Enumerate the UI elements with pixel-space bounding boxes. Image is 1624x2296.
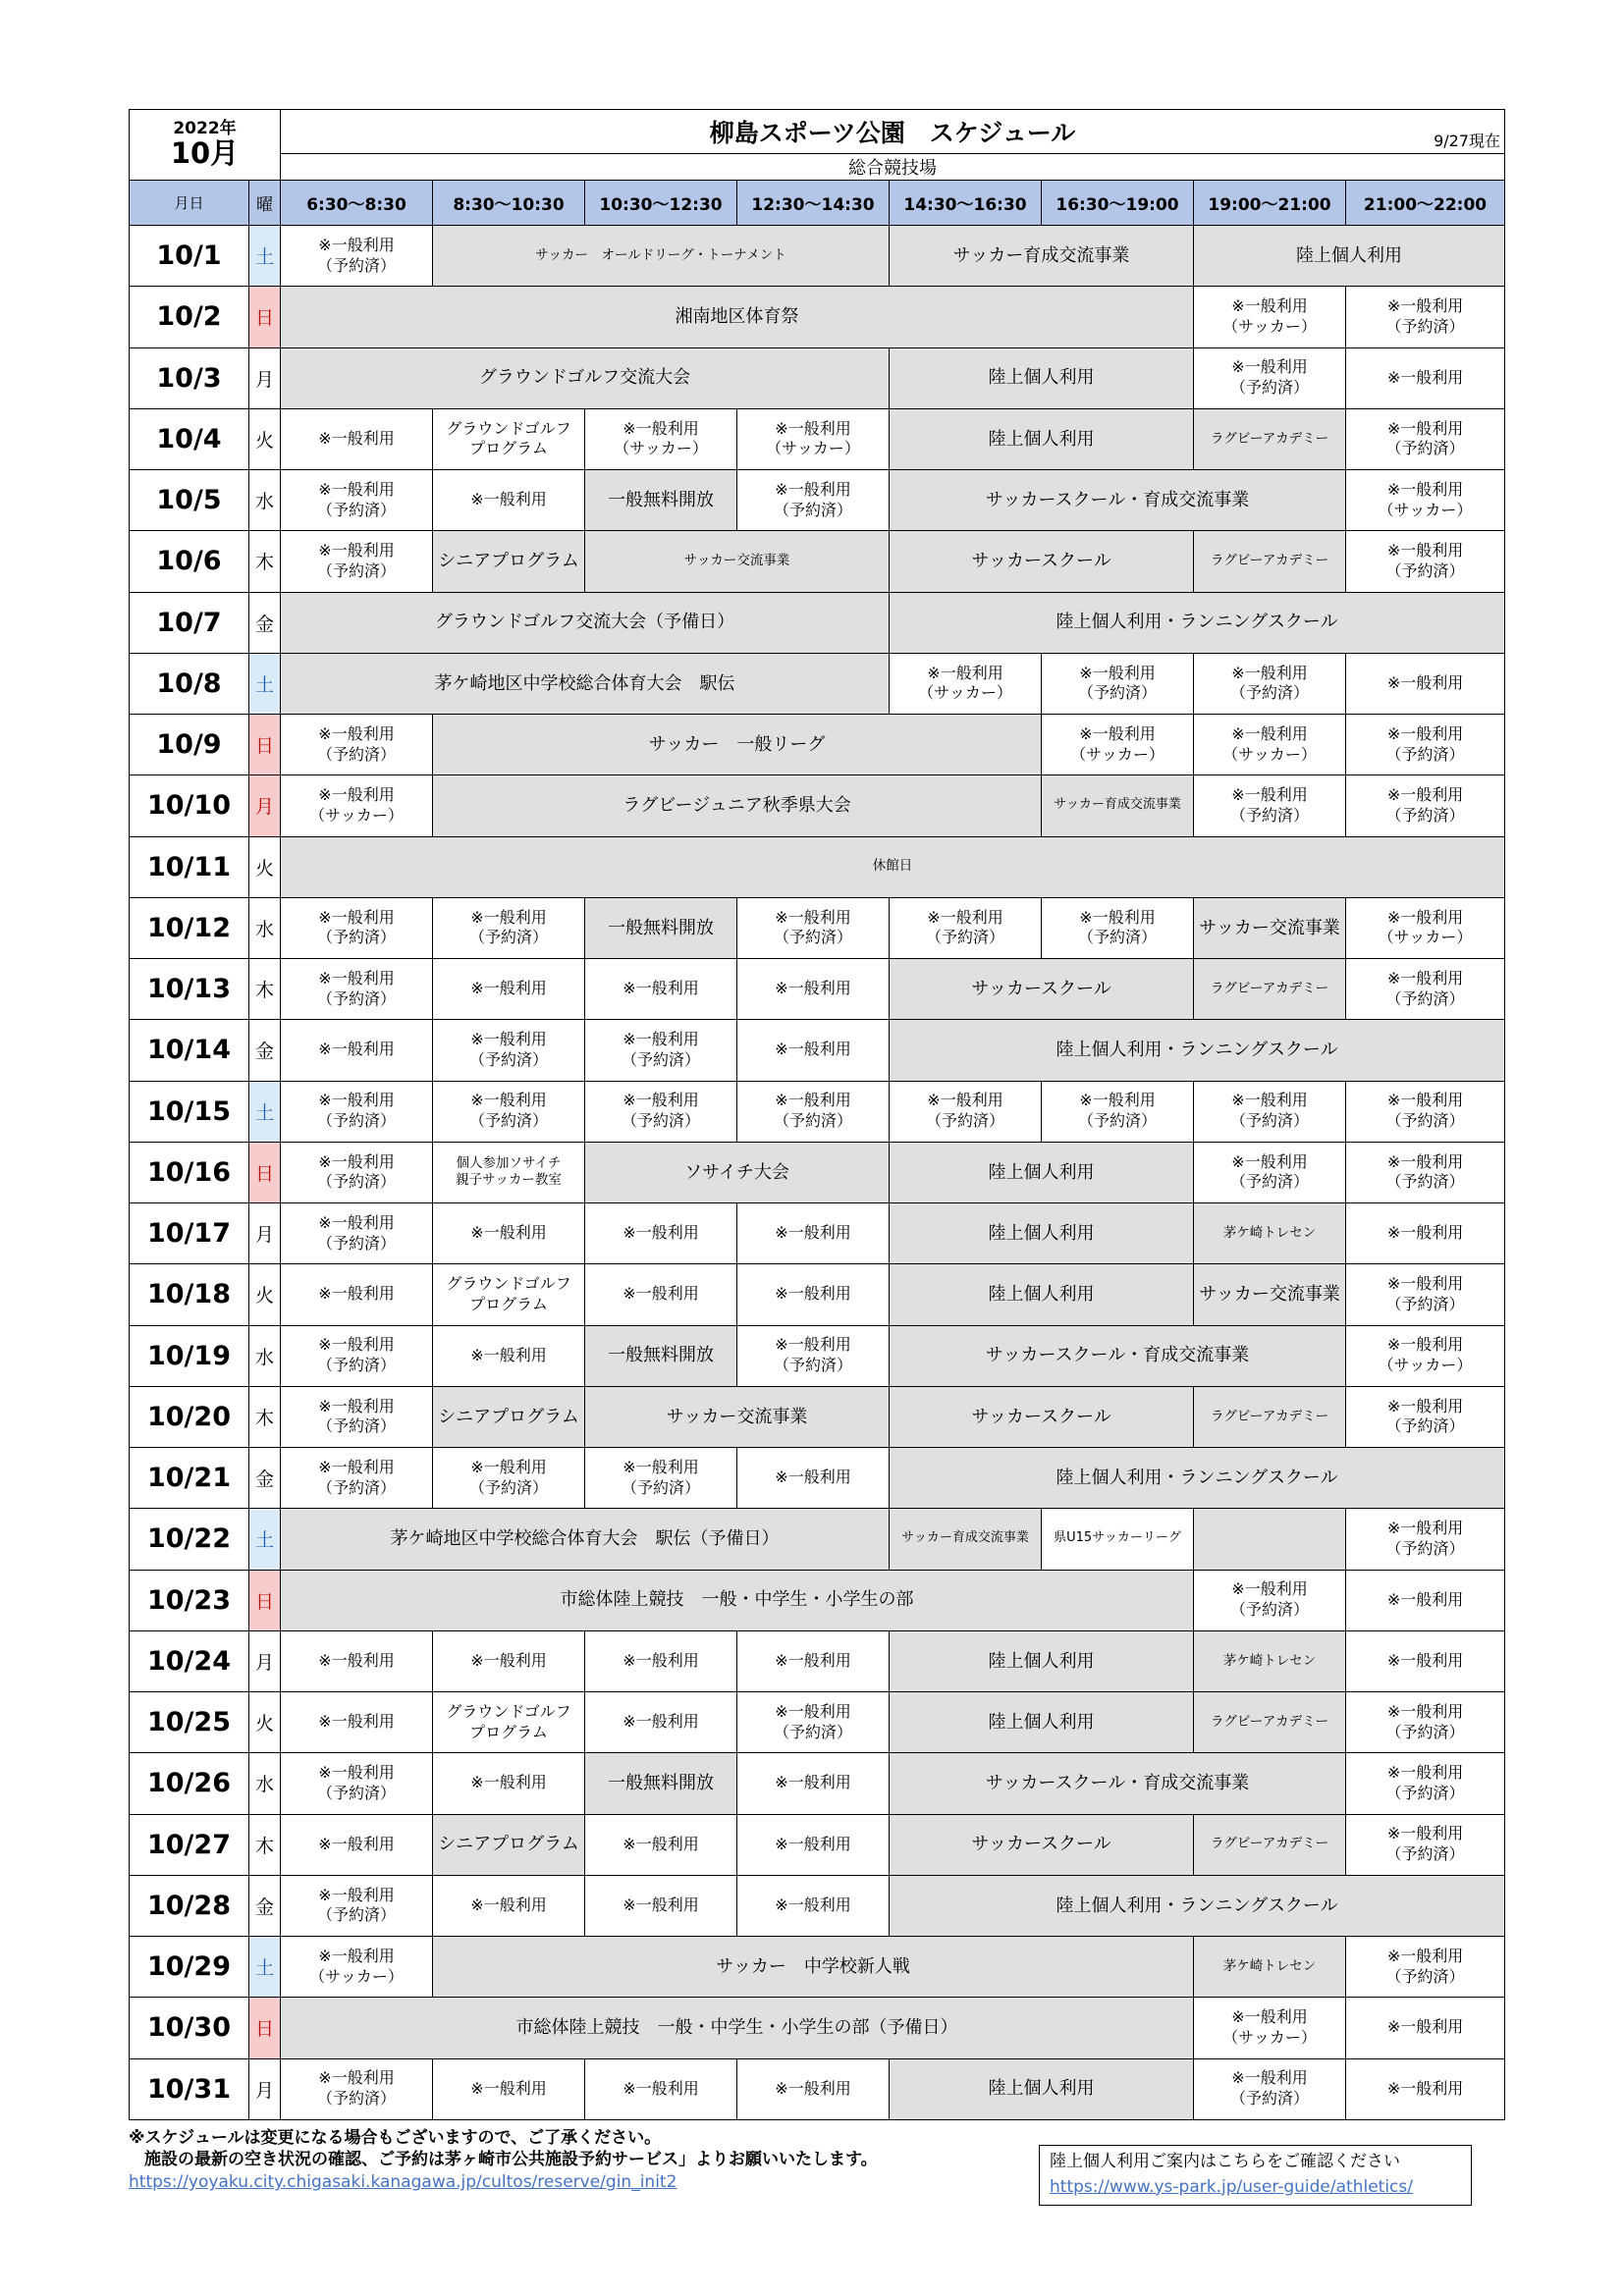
schedule-cell: ※一般利用 （予約済） bbox=[1346, 1264, 1505, 1325]
schedule-cell: 一般無料開放 bbox=[585, 897, 737, 958]
notes bbox=[129, 2127, 1012, 2193]
schedule-cell: サッカースクール bbox=[890, 1386, 1194, 1447]
weekday-cell: 金 bbox=[249, 592, 281, 653]
weekday-cell: 日 bbox=[249, 1998, 281, 2058]
day-row bbox=[130, 959, 1505, 1020]
schedule-cell: ※一般利用 （予約済） bbox=[585, 1020, 737, 1081]
day-row bbox=[130, 1509, 1505, 1570]
schedule-cell: ラグビーアカデミー bbox=[1194, 959, 1346, 1020]
schedule-cell: ※一般利用 （予約済） bbox=[281, 897, 433, 958]
day-row bbox=[130, 1630, 1505, 1691]
schedule-cell: サッカースクール bbox=[890, 1814, 1194, 1875]
schedule-cell: ※一般利用 （予約済） bbox=[281, 1142, 433, 1202]
schedule-cell: ※一般利用 （予約済） bbox=[890, 1081, 1042, 1142]
day-row bbox=[130, 470, 1505, 531]
athletics-info-link[interactable]: https://www.ys-park.jp/user-guide/athletics/ bbox=[1050, 2176, 1413, 2197]
schedule-cell: ※一般利用 （予約済） bbox=[281, 470, 433, 531]
day-row bbox=[130, 897, 1505, 958]
schedule-cell: ※一般利用 （予約済） bbox=[1042, 1081, 1194, 1142]
schedule-cell: サッカー育成交流事業 bbox=[890, 226, 1194, 287]
day-row bbox=[130, 592, 1505, 653]
schedule-cell: サッカースクール・育成交流事業 bbox=[890, 1753, 1346, 1814]
weekday-cell: 金 bbox=[249, 1020, 281, 1081]
schedule-cell: ※一般利用 bbox=[585, 1814, 737, 1875]
weekday-cell: 日 bbox=[249, 1570, 281, 1630]
schedule-cell: ※一般利用 bbox=[281, 408, 433, 469]
date-cell: 10/16 bbox=[130, 1142, 249, 1202]
slot-header: 10:30～12:30 bbox=[585, 181, 737, 226]
date-cell: 10/28 bbox=[130, 1875, 249, 1936]
schedule-cell: 一般無料開放 bbox=[585, 1325, 737, 1386]
schedule-cell: ※一般利用 （サッカー） bbox=[1194, 1998, 1346, 2058]
schedule-cell: ※一般利用 （サッカー） bbox=[585, 408, 737, 469]
schedule-cell: ラグビーアカデミー bbox=[1194, 1386, 1346, 1447]
weekday-cell: 土 bbox=[249, 653, 281, 714]
schedule-cell: グラウンドゴルフ プログラム bbox=[433, 1692, 585, 1753]
date-cell: 10/22 bbox=[130, 1509, 249, 1570]
schedule-cell: ※一般利用 （予約済） bbox=[737, 897, 890, 958]
date-cell: 10/7 bbox=[130, 592, 249, 653]
day-row bbox=[130, 2058, 1505, 2119]
date-cell: 10/26 bbox=[130, 1753, 249, 1814]
schedule-cell: ※一般利用 （予約済） bbox=[890, 897, 1042, 958]
schedule-cell: ※一般利用 （サッカー） bbox=[1346, 897, 1505, 958]
weekday-cell: 金 bbox=[249, 1448, 281, 1509]
schedule-cell: 一般無料開放 bbox=[585, 1753, 737, 1814]
schedule-cell: ※一般利用 （予約済） bbox=[1042, 653, 1194, 714]
schedule-cell: ※一般利用 （サッカー） bbox=[1042, 715, 1194, 775]
schedule-cell: グラウンドゴルフ交流大会（予備日） bbox=[281, 592, 890, 653]
schedule-cell: ※一般利用 （サッカー） bbox=[281, 775, 433, 836]
schedule-cell: 陸上個人利用 bbox=[890, 347, 1194, 408]
day-row bbox=[130, 408, 1505, 469]
schedule-cell: ※一般利用 bbox=[737, 1875, 890, 1936]
schedule-cell: サッカースクール・育成交流事業 bbox=[890, 470, 1346, 531]
schedule-cell: ※一般利用 （予約済） bbox=[1346, 775, 1505, 836]
schedule-cell: ※一般利用 （予約済） bbox=[281, 1325, 433, 1386]
date-cell: 10/27 bbox=[130, 1814, 249, 1875]
schedule-cell: ※一般利用 （予約済） bbox=[1346, 1509, 1505, 1570]
schedule-cell: ※一般利用 （予約済） bbox=[1194, 2058, 1346, 2119]
schedule-cell: ※一般利用 （予約済） bbox=[585, 1081, 737, 1142]
schedule-cell: ※一般利用 （予約済） bbox=[1346, 287, 1505, 347]
weekday-cell: 水 bbox=[249, 470, 281, 531]
weekday-cell: 火 bbox=[249, 408, 281, 469]
schedule-cell: ※一般利用 bbox=[1346, 347, 1505, 408]
schedule-cell: ※一般利用 （予約済） bbox=[281, 959, 433, 1020]
day-row bbox=[130, 531, 1505, 592]
date-cell: 10/20 bbox=[130, 1386, 249, 1447]
schedule-cell: ※一般利用 bbox=[585, 2058, 737, 2119]
schedule-cell: 陸上個人利用・ランニングスクール bbox=[890, 1020, 1505, 1081]
schedule-cell: ※一般利用 （サッカー） bbox=[1346, 470, 1505, 531]
schedule-cell: ※一般利用 bbox=[433, 1203, 585, 1264]
date-cell: 10/3 bbox=[130, 347, 249, 408]
schedule-cell: ※一般利用 bbox=[281, 1020, 433, 1081]
weekday-cell: 土 bbox=[249, 1509, 281, 1570]
date-cell: 10/31 bbox=[130, 2058, 249, 2119]
schedule-cell: ※一般利用 （予約済） bbox=[1346, 1142, 1505, 1202]
slot-header: 6:30～8:30 bbox=[281, 181, 433, 226]
day-row bbox=[130, 653, 1505, 714]
schedule-cell: 陸上個人利用・ランニングスクール bbox=[890, 1448, 1505, 1509]
schedule-cell: ※一般利用 （予約済） bbox=[1346, 1753, 1505, 1814]
schedule-cell: サッカー育成交流事業 bbox=[890, 1509, 1042, 1570]
schedule-cell: ※一般利用 （サッカー） bbox=[1346, 1325, 1505, 1386]
day-row bbox=[130, 715, 1505, 775]
schedule-cell: ※一般利用 （予約済） bbox=[737, 470, 890, 531]
schedule-cell: グラウンドゴルフ プログラム bbox=[433, 408, 585, 469]
date-cell: 10/13 bbox=[130, 959, 249, 1020]
weekday-cell: 日 bbox=[249, 1142, 281, 1202]
day-row bbox=[130, 1753, 1505, 1814]
weekday-cell: 日 bbox=[249, 715, 281, 775]
day-row bbox=[130, 1325, 1505, 1386]
reservation-link[interactable]: https://yoyaku.city.chigasaki.kanagawa.jp/cultos/reserve/gin_init2 bbox=[129, 2172, 677, 2193]
schedule-cell: 茅ケ崎トレセン bbox=[1194, 1630, 1346, 1691]
schedule-cell: ラグビーアカデミー bbox=[1194, 1692, 1346, 1753]
date-cell: 10/24 bbox=[130, 1630, 249, 1691]
date-cell: 10/5 bbox=[130, 470, 249, 531]
date-cell: 10/12 bbox=[130, 897, 249, 958]
schedule-cell: 陸上個人利用 bbox=[890, 1264, 1194, 1325]
schedule-cell: 県U15サッカーリーグ bbox=[1042, 1509, 1194, 1570]
day-row bbox=[130, 1448, 1505, 1509]
weekday-cell: 木 bbox=[249, 1814, 281, 1875]
schedule-cell: シニアプログラム bbox=[433, 1814, 585, 1875]
schedule-cell: ※一般利用 bbox=[737, 1020, 890, 1081]
day-row bbox=[130, 1142, 1505, 1202]
schedule-cell: 市総体陸上競技 一般・中学生・小学生の部（予備日） bbox=[281, 1998, 1194, 2058]
schedule-cell: ※一般利用 bbox=[585, 1203, 737, 1264]
schedule-cell: ※一般利用 bbox=[281, 1264, 433, 1325]
schedule-cell: グラウンドゴルフ交流大会 bbox=[281, 347, 890, 408]
schedule-cell: ※一般利用 （予約済） bbox=[1194, 653, 1346, 714]
date-cell: 10/29 bbox=[130, 1937, 249, 1998]
day-row bbox=[130, 287, 1505, 347]
schedule-cell: グラウンドゴルフ プログラム bbox=[433, 1264, 585, 1325]
schedule-cell: 陸上個人利用 bbox=[890, 1142, 1194, 1202]
schedule-cell: シニアプログラム bbox=[433, 1386, 585, 1447]
schedule-cell: ※一般利用 （予約済） bbox=[1346, 1081, 1505, 1142]
schedule-cell: ※一般利用 bbox=[585, 1875, 737, 1936]
schedule-cell: 茅ケ崎地区中学校総合体育大会 駅伝 bbox=[281, 653, 890, 714]
weekday-cell: 木 bbox=[249, 1386, 281, 1447]
schedule-cell: サッカースクール bbox=[890, 959, 1194, 1020]
schedule-cell: ※一般利用 （予約済） bbox=[281, 1081, 433, 1142]
day-row bbox=[130, 1814, 1505, 1875]
schedule-cell: ※一般利用 （予約済） bbox=[1346, 1937, 1505, 1998]
schedule-cell: シニアプログラム bbox=[433, 531, 585, 592]
schedule-cell: 茅ケ崎トレセン bbox=[1194, 1937, 1346, 1998]
schedule-sheet bbox=[129, 109, 1504, 2120]
title-cell bbox=[281, 110, 1505, 154]
weekday-cell: 金 bbox=[249, 1875, 281, 1936]
schedule-cell: サッカー 中学校新人戦 bbox=[433, 1937, 1194, 1998]
schedule-cell: ソサイチ大会 bbox=[585, 1142, 890, 1202]
schedule-cell: ※一般利用 （予約済） bbox=[281, 1875, 433, 1936]
schedule-cell: サッカースクール bbox=[890, 531, 1194, 592]
slot-header: 12:30～14:30 bbox=[737, 181, 890, 226]
schedule-cell: 陸上個人利用 bbox=[890, 1692, 1194, 1753]
schedule-cell: ※一般利用 bbox=[737, 1264, 890, 1325]
date-cell: 10/11 bbox=[130, 836, 249, 897]
weekday-cell: 水 bbox=[249, 1325, 281, 1386]
weekday-cell: 月 bbox=[249, 347, 281, 408]
date-cell: 10/17 bbox=[130, 1203, 249, 1264]
schedule-cell: ※一般利用 （予約済） bbox=[737, 1081, 890, 1142]
schedule-cell: ※一般利用 bbox=[737, 1203, 890, 1264]
year-label: 2022年 bbox=[173, 119, 237, 139]
day-row bbox=[130, 1081, 1505, 1142]
schedule-cell: ※一般利用 bbox=[585, 959, 737, 1020]
date-cell: 10/18 bbox=[130, 1264, 249, 1325]
schedule-cell: ※一般利用 （予約済） bbox=[281, 1753, 433, 1814]
schedule-cell: ※一般利用 （予約済） bbox=[433, 1448, 585, 1509]
day-row bbox=[130, 1386, 1505, 1447]
schedule-cell: ※一般利用 bbox=[737, 2058, 890, 2119]
date-cell: 10/4 bbox=[130, 408, 249, 469]
schedule-cell: ※一般利用 （予約済） bbox=[281, 531, 433, 592]
page-title: 柳島スポーツ公園 スケジュール bbox=[709, 119, 1076, 147]
date-cell: 10/19 bbox=[130, 1325, 249, 1386]
schedule-cell: サッカー 一般リーグ bbox=[433, 715, 1042, 775]
schedule-cell: ※一般利用 （予約済） bbox=[1346, 959, 1505, 1020]
schedule-cell: ※一般利用 （予約済） bbox=[433, 897, 585, 958]
schedule-cell: ラグビーアカデミー bbox=[1194, 531, 1346, 592]
slot-header: 14:30～16:30 bbox=[890, 181, 1042, 226]
slot-header: 8:30～10:30 bbox=[433, 181, 585, 226]
day-row bbox=[130, 1264, 1505, 1325]
weekday-cell: 火 bbox=[249, 1264, 281, 1325]
schedule-cell: ※一般利用 （予約済） bbox=[1346, 408, 1505, 469]
day-row bbox=[130, 347, 1505, 408]
day-row bbox=[130, 1875, 1505, 1936]
day-row bbox=[130, 775, 1505, 836]
schedule-cell: ※一般利用 bbox=[1346, 2058, 1505, 2119]
schedule-cell: ※一般利用 （予約済） bbox=[281, 2058, 433, 2119]
note-reservation: 施設の最新の空き状況の確認、ご予約は茅ヶ崎市公共施設予約サービス」よりお願いいたします。 bbox=[144, 2150, 878, 2170]
day-row bbox=[130, 1020, 1505, 1081]
schedule-cell: ※一般利用 bbox=[737, 1814, 890, 1875]
schedule-cell: ※一般利用 （予約済） bbox=[433, 1020, 585, 1081]
schedule-cell: 陸上個人利用・ランニングスクール bbox=[890, 592, 1505, 653]
schedule-cell: ※一般利用 bbox=[433, 959, 585, 1020]
schedule-cell: サッカー交流事業 bbox=[585, 531, 890, 592]
schedule-cell: ※一般利用 bbox=[433, 1753, 585, 1814]
weekday-cell: 水 bbox=[249, 897, 281, 958]
schedule-cell: 陸上個人利用 bbox=[1194, 226, 1505, 287]
date-cell: 10/25 bbox=[130, 1692, 249, 1753]
schedule-cell: ※一般利用 bbox=[737, 959, 890, 1020]
schedule-cell: ※一般利用 （予約済） bbox=[1346, 1386, 1505, 1447]
schedule-cell: サッカー交流事業 bbox=[585, 1386, 890, 1447]
as-of-date: 9/27現在 bbox=[1434, 132, 1501, 150]
schedule-cell: 陸上個人利用 bbox=[890, 1630, 1194, 1691]
weekday-cell: 土 bbox=[249, 1081, 281, 1142]
schedule-cell: サッカー交流事業 bbox=[1194, 897, 1346, 958]
schedule-cell: ※一般利用 （サッカー） bbox=[890, 653, 1042, 714]
slot-header: 16:30～19:00 bbox=[1042, 181, 1194, 226]
schedule-cell: ※一般利用 bbox=[737, 1753, 890, 1814]
date-cell: 10/2 bbox=[130, 287, 249, 347]
date-cell: 10/6 bbox=[130, 531, 249, 592]
schedule-cell: ※一般利用 bbox=[585, 1630, 737, 1691]
schedule-cell: ラグビーアカデミー bbox=[1194, 1814, 1346, 1875]
schedule-cell: ※一般利用 bbox=[433, 2058, 585, 2119]
schedule-cell: ※一般利用 （予約済） bbox=[1042, 897, 1194, 958]
date-cell: 10/15 bbox=[130, 1081, 249, 1142]
schedule-cell: ※一般利用 （予約済） bbox=[1346, 715, 1505, 775]
schedule-cell: ※一般利用 （予約済） bbox=[433, 1081, 585, 1142]
schedule-cell: 一般無料開放 bbox=[585, 470, 737, 531]
schedule-cell: ラグビージュニア秋季県大会 bbox=[433, 775, 1042, 836]
weekday-cell: 土 bbox=[249, 1937, 281, 1998]
schedule-cell: 陸上個人利用・ランニングスクール bbox=[890, 1875, 1505, 1936]
schedule-cell: ※一般利用 （予約済） bbox=[1194, 1081, 1346, 1142]
weekday-column-header: 曜 bbox=[249, 181, 281, 226]
schedule-cell: ※一般利用 （サッカー） bbox=[737, 408, 890, 469]
schedule-cell: ※一般利用 （予約済） bbox=[281, 715, 433, 775]
schedule-cell: 個人参加ソサイチ 親子サッカー教室 bbox=[433, 1142, 585, 1202]
date-cell: 10/1 bbox=[130, 226, 249, 287]
day-row bbox=[130, 1570, 1505, 1630]
weekday-cell: 土 bbox=[249, 226, 281, 287]
column-header-row bbox=[130, 181, 1505, 226]
schedule-cell: ※一般利用 （予約済） bbox=[281, 226, 433, 287]
day-row bbox=[130, 836, 1505, 897]
schedule-cell: サッカースクール・育成交流事業 bbox=[890, 1325, 1346, 1386]
schedule-cell: ※一般利用 bbox=[1346, 1203, 1505, 1264]
schedule-cell: 市総体陸上競技 一般・中学生・小学生の部 bbox=[281, 1570, 1194, 1630]
date-cell: 10/9 bbox=[130, 715, 249, 775]
day-row bbox=[130, 1998, 1505, 2058]
weekday-cell: 月 bbox=[249, 1630, 281, 1691]
schedule-cell: サッカー交流事業 bbox=[1194, 1264, 1346, 1325]
schedule-cell: ※一般利用 bbox=[281, 1630, 433, 1691]
schedule-cell: ※一般利用 （サッカー） bbox=[1194, 715, 1346, 775]
date-column-header: 月日 bbox=[130, 181, 249, 226]
schedule-cell: ※一般利用 （予約済） bbox=[1346, 1692, 1505, 1753]
schedule-cell: ※一般利用 （予約済） bbox=[1194, 1142, 1346, 1202]
schedule-cell: ※一般利用 bbox=[1346, 653, 1505, 714]
schedule-cell: ※一般利用 （サッカー） bbox=[281, 1937, 433, 1998]
schedule-cell: ※一般利用 bbox=[433, 1630, 585, 1691]
schedule-cell: 陸上個人利用 bbox=[890, 408, 1194, 469]
schedule-cell: ※一般利用 bbox=[281, 1814, 433, 1875]
date-cell: 10/23 bbox=[130, 1570, 249, 1630]
slot-header: 19:00～21:00 bbox=[1194, 181, 1346, 226]
schedule-cell: ※一般利用 bbox=[585, 1264, 737, 1325]
date-cell: 10/10 bbox=[130, 775, 249, 836]
schedule-cell: 陸上個人利用 bbox=[890, 1203, 1194, 1264]
date-cell: 10/8 bbox=[130, 653, 249, 714]
note-change-disclaimer: ※スケジュールは変更になる場合もございますので、ご了承ください。 bbox=[129, 2128, 662, 2148]
schedule-cell bbox=[1194, 1509, 1346, 1570]
schedule-table bbox=[129, 109, 1505, 2120]
schedule-cell: 休館日 bbox=[281, 836, 1505, 897]
slot-header: 21:00～22:00 bbox=[1346, 181, 1505, 226]
schedule-cell: ※一般利用 （予約済） bbox=[281, 1203, 433, 1264]
schedule-cell: ※一般利用 （予約済） bbox=[737, 1692, 890, 1753]
schedule-cell: ※一般利用 （予約済） bbox=[1194, 347, 1346, 408]
schedule-cell: ※一般利用 bbox=[1346, 1570, 1505, 1630]
schedule-cell: ※一般利用 bbox=[281, 1692, 433, 1753]
weekday-cell: 木 bbox=[249, 531, 281, 592]
schedule-cell: ※一般利用 （予約済） bbox=[1346, 531, 1505, 592]
schedule-cell: ※一般利用 （予約済） bbox=[281, 1448, 433, 1509]
schedule-cell: ※一般利用 （予約済） bbox=[1194, 1570, 1346, 1630]
day-row bbox=[130, 1937, 1505, 1998]
weekday-cell: 木 bbox=[249, 959, 281, 1020]
weekday-cell: 月 bbox=[249, 2058, 281, 2119]
schedule-cell: ※一般利用 bbox=[433, 1325, 585, 1386]
schedule-cell: ※一般利用 bbox=[737, 1448, 890, 1509]
weekday-cell: 火 bbox=[249, 1692, 281, 1753]
schedule-cell: ※一般利用 （予約済） bbox=[1346, 1814, 1505, 1875]
year-month-cell bbox=[130, 110, 281, 181]
weekday-cell: 水 bbox=[249, 1753, 281, 1814]
month-label: 10月 bbox=[170, 136, 240, 171]
schedule-cell: サッカー育成交流事業 bbox=[1042, 775, 1194, 836]
day-row bbox=[130, 1692, 1505, 1753]
schedule-cell: 陸上個人利用 bbox=[890, 2058, 1194, 2119]
weekday-cell: 火 bbox=[249, 836, 281, 897]
schedule-cell: ※一般利用 bbox=[1346, 1630, 1505, 1691]
athletics-info-box bbox=[1039, 2145, 1472, 2206]
schedule-cell: ※一般利用 （サッカー） bbox=[1194, 287, 1346, 347]
schedule-cell: 湘南地区体育祭 bbox=[281, 287, 1194, 347]
weekday-cell: 日 bbox=[249, 287, 281, 347]
schedule-cell: 茅ケ崎地区中学校総合体育大会 駅伝（予備日） bbox=[281, 1509, 890, 1570]
weekday-cell: 月 bbox=[249, 1203, 281, 1264]
athletics-info-text: 陸上個人利用ご案内はこちらをご確認ください bbox=[1050, 2152, 1400, 2171]
date-cell: 10/21 bbox=[130, 1448, 249, 1509]
schedule-cell: ※一般利用 bbox=[433, 1875, 585, 1936]
schedule-cell: ※一般利用 （予約済） bbox=[585, 1448, 737, 1509]
venue-label: 総合競技場 bbox=[281, 154, 1505, 181]
day-row bbox=[130, 1203, 1505, 1264]
schedule-cell: ※一般利用 bbox=[1346, 1998, 1505, 2058]
schedule-cell: サッカー オールドリーグ・トーナメント bbox=[433, 226, 890, 287]
schedule-cell: ※一般利用 bbox=[585, 1692, 737, 1753]
schedule-cell: ※一般利用 （予約済） bbox=[281, 1386, 433, 1447]
schedule-cell: ※一般利用 bbox=[433, 470, 585, 531]
day-row bbox=[130, 226, 1505, 287]
schedule-cell: ※一般利用 （予約済） bbox=[737, 1325, 890, 1386]
date-cell: 10/30 bbox=[130, 1998, 249, 2058]
date-cell: 10/14 bbox=[130, 1020, 249, 1081]
weekday-cell: 月 bbox=[249, 775, 281, 836]
schedule-cell: ラグビーアカデミー bbox=[1194, 408, 1346, 469]
schedule-cell: ※一般利用 bbox=[737, 1630, 890, 1691]
schedule-cell: 茅ケ崎トレセン bbox=[1194, 1203, 1346, 1264]
schedule-cell: ※一般利用 （予約済） bbox=[1194, 775, 1346, 836]
